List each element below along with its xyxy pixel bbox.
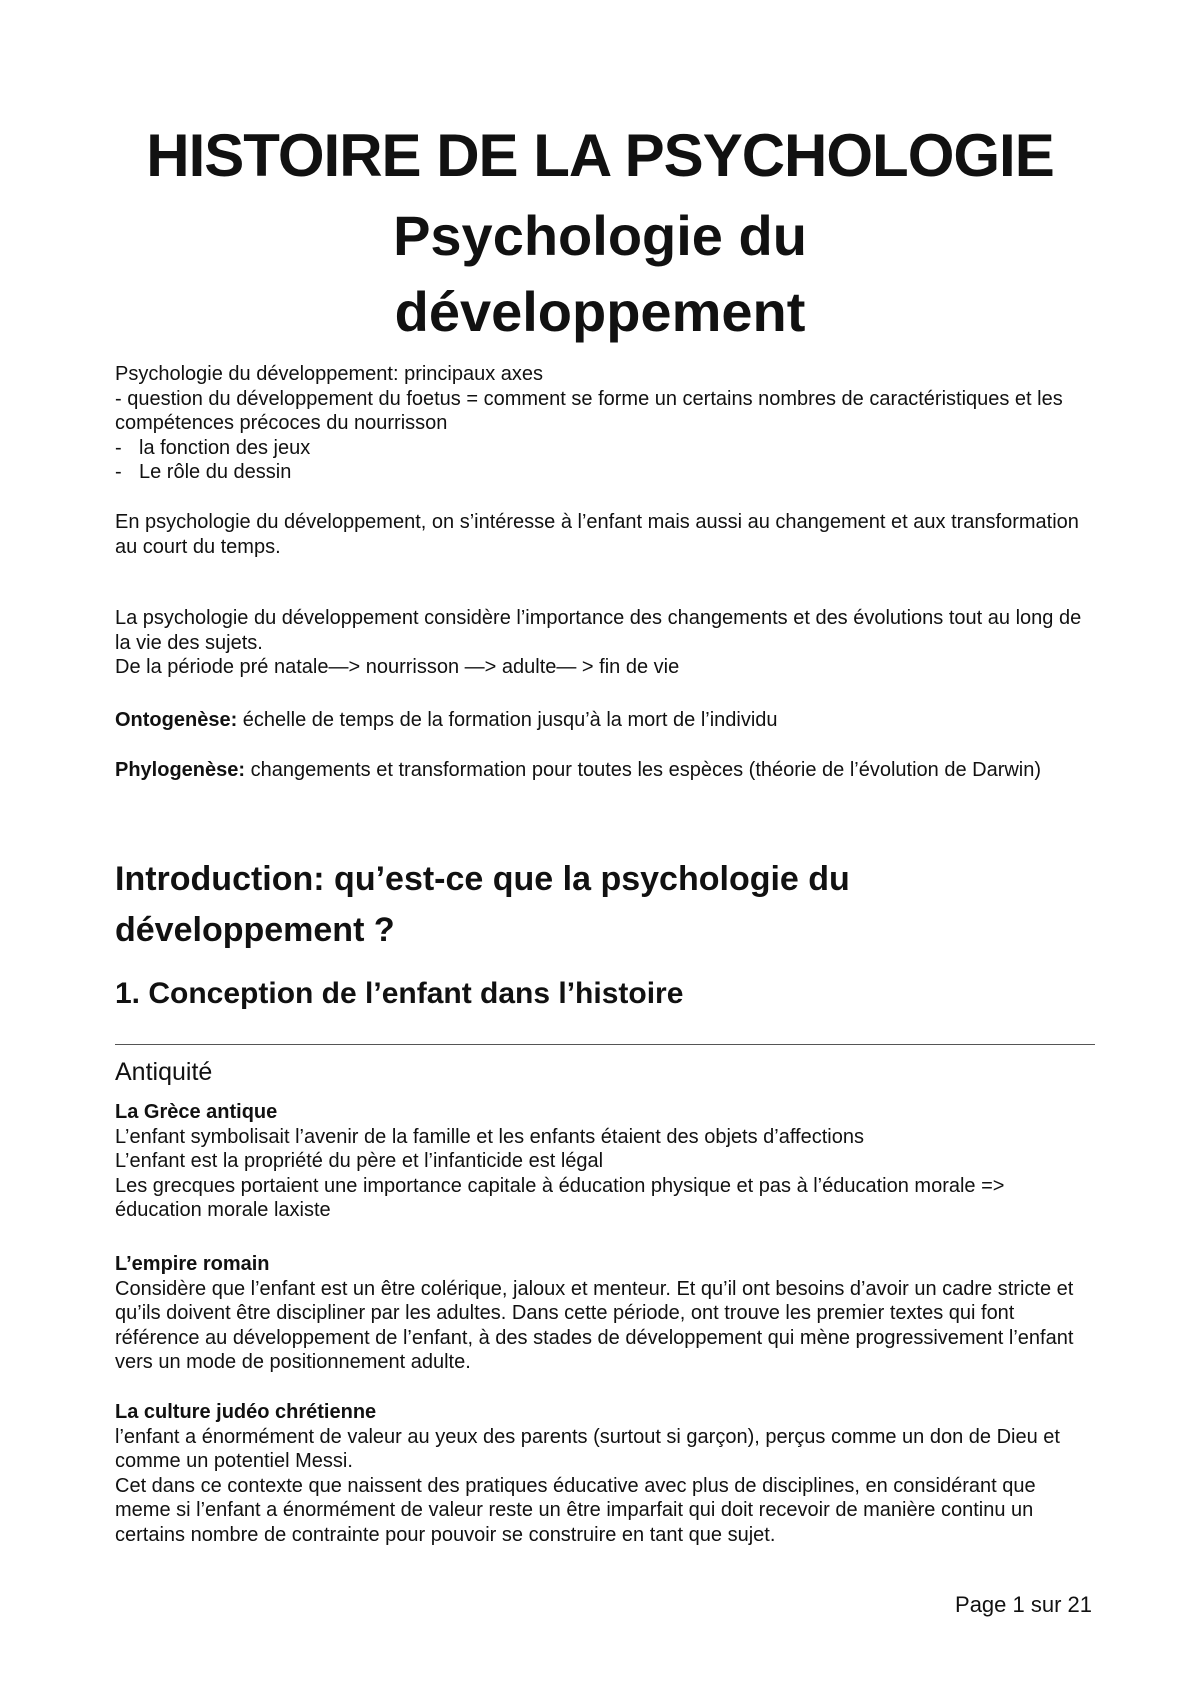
phylogenese-term: Phylogenèse: [115,759,246,781]
grece-line-2: L’enfant est la propriété du père et l’infanticide est légal [115,1150,604,1172]
document-subtitle [115,198,1085,350]
rome-block [115,1252,1095,1375]
phylogenese-definition [115,758,1095,783]
antiquite-heading: Antiquité [115,1058,213,1086]
section-introduction-heading: Introduction: qu’est-ce que la psychologie du développement ? [115,860,850,949]
paragraph-2-line-1: La psychologie du développement considère l’importance des changements et des évolutions tout au long de la vie des sujets. [115,607,1082,654]
ontogenese-text: échelle de temps de la formation jusqu’à la mort de l’individu [237,709,778,731]
judeo-line-2: Cet dans ce contexte que naissent des pratiques éducative avec plus de disciplines, en considérant que meme si l’enfant a énormément de valeur reste un être imparfait qui doit recevoir de manière continu un certains nombre de contrainte pour pouvoir se construire en tant que sujet. [115,1474,1036,1546]
section-1-heading: 1. Conception de l’enfant dans l’histoire [115,977,684,1010]
dash-marker: - [115,436,122,459]
paragraph-2 [115,606,1095,680]
phylogenese-text: changements et transformation pour toutes les espèces (théorie de l’évolution de Darwin) [245,759,1042,781]
intro-heading-line: Psychologie du développement: principaux axes [115,363,544,385]
rome-text: Considère que l’enfant est un être colérique, jaloux et menteur. Et qu’il ont besoins d’avoir un cadre stricte et qu’ils doivent être discipliner par les adultes. Dans cette période, ont trouve les premier textes qui font référence au développement de l’enfant, à des stades de développement qui mène progressivement l’enfant vers un mode de positionnement adulte. [115,1277,1074,1373]
intro-item-3 [115,460,1095,485]
grece-block [115,1100,1095,1223]
rome-heading: L’empire romain [115,1253,270,1275]
document-title: HISTOIRE DE LA PSYCHOLOGIE [146,122,1054,189]
intro-block [115,362,1095,485]
grece-line-3: Les grecques portaient une importance capitale à éducation physique et pas à l’éducation morale => éducation morale laxiste [115,1174,1005,1221]
grece-line-1: L’enfant symbolisait l’avenir de la famille et les enfants étaient des objets d’affections [115,1125,864,1148]
intro-item-1: - question du développement du foetus = comment se forme un certains nombres de caractéristiques et les compétences précoces du nourrisson [115,387,1063,434]
paragraph-1: En psychologie du développement, on s’intéresse à l’enfant mais aussi au changement et aux transformation au court du temps. [115,511,1079,558]
page-number: Page 1 sur 21 [955,1592,1092,1617]
section-divider [115,1044,1095,1045]
subtitle-line-2: développement [394,280,806,343]
subtitle-line-1: Psychologie du [393,204,807,267]
judeo-heading: La culture judéo chrétienne [115,1401,377,1423]
intro-item-3-text: Le rôle du dessin [139,461,292,483]
intro-item-2-text: la fonction des jeux [139,436,311,459]
dash-marker: - [115,461,122,483]
grece-heading: La Grèce antique [115,1101,278,1123]
ontogenese-definition [115,708,1095,733]
judeo-block [115,1400,1095,1547]
judeo-line-1: l’enfant a énormément de valeur au yeux des parents (surtout si garçon), perçus comme un don de Dieu et comme un potentiel Messi. [115,1425,1060,1472]
paragraph-2-line-2: De la période pré natale—> nourrisson —> adulte— > fin de vie [115,656,680,678]
ontogenese-term: Ontogenèse: [115,709,238,731]
intro-item-2 [115,436,1095,461]
